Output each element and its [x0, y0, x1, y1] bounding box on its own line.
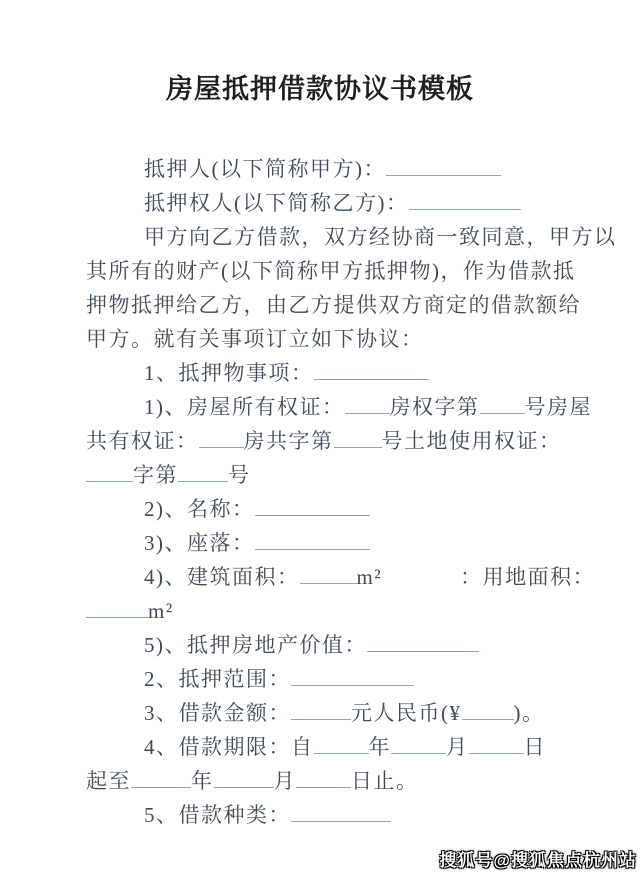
blank-line [199, 426, 244, 448]
doc-line [86, 560, 596, 594]
doc-text: 甲方。就有关事项订立如下协议： [86, 327, 424, 351]
doc-line [86, 798, 580, 832]
doc-text: 4)、建筑面积： [144, 565, 300, 589]
blank-line [314, 732, 369, 754]
doc-text: 字第 [133, 463, 178, 487]
blank-line [255, 528, 370, 550]
doc-text: 5、借款种类： [144, 803, 291, 827]
blank-line [214, 766, 274, 788]
blank-line [300, 562, 357, 584]
blank-line [462, 698, 514, 720]
doc-line [86, 322, 580, 356]
blank-line [131, 766, 191, 788]
doc-text: 2)、名称： [144, 497, 255, 521]
doc-line [86, 526, 580, 560]
doc-line [86, 220, 617, 254]
blank-line [334, 426, 382, 448]
doc-text: 起至 [86, 769, 131, 793]
doc-text: 3)、座落： [144, 531, 255, 555]
doc-line [86, 288, 580, 322]
doc-text: 5)、抵押房地产价值： [144, 633, 367, 657]
blank-line [386, 154, 501, 176]
blank-line [391, 732, 446, 754]
doc-text: 月 [446, 735, 469, 759]
blank-line [255, 494, 370, 516]
doc-text: 1、抵押物事项： [144, 361, 314, 385]
doc-text: 日 [523, 735, 546, 759]
doc-line [86, 186, 580, 220]
blank-line [345, 392, 390, 414]
doc-text: ：用地面积： [460, 565, 596, 589]
doc-line [86, 254, 580, 288]
doc-text: 2、抵押范围： [144, 667, 291, 691]
doc-text: 号房屋 [524, 395, 592, 419]
blank-line [314, 358, 429, 380]
doc-line [86, 458, 580, 492]
doc-line [86, 152, 580, 186]
doc-text: m² [356, 565, 383, 589]
doc-text: 3、借款金额： [144, 701, 291, 725]
doc-line [86, 628, 580, 662]
doc-text: 1)、房屋所有权证： [144, 395, 345, 419]
doc-text: 甲方向乙方借款，双方经协商一致同意，甲方以 [144, 225, 617, 249]
doc-text: 其所有的财产(以下简称甲方抵押物)，作为借款抵 [86, 259, 576, 283]
doc-text: 房权字第 [389, 395, 480, 419]
doc-line [86, 356, 580, 390]
doc-text: 元人民币(¥ [351, 701, 462, 725]
blank-line [291, 698, 351, 720]
blank-line [480, 392, 525, 414]
doc-text: 共有权证： [86, 429, 199, 453]
blank-line [296, 766, 351, 788]
document-body [0, 152, 640, 832]
blank-line [367, 630, 479, 652]
doc-gap [382, 563, 460, 584]
doc-line [86, 492, 580, 526]
doc-text: 年 [368, 735, 391, 759]
doc-text: 年 [191, 769, 214, 793]
doc-line [86, 424, 580, 458]
doc-line [86, 696, 580, 730]
doc-text: 号 [228, 463, 251, 487]
doc-text: 号土地使用权证： [381, 429, 562, 453]
doc-text: 月 [273, 769, 296, 793]
doc-line [86, 730, 580, 764]
blank-line [86, 460, 133, 482]
blank-line [409, 188, 521, 210]
blank-line [469, 732, 524, 754]
doc-line [86, 764, 580, 798]
doc-text: 日止。 [351, 769, 419, 793]
blank-line [178, 460, 228, 482]
doc-text: 押物抵押给乙方，由乙方提供双方商定的借款额给 [86, 293, 581, 317]
watermark-sohu: 搜狐号@搜狐焦点杭州站 [439, 851, 637, 870]
blank-line [291, 800, 391, 822]
doc-text: 抵押人(以下简称甲方)： [144, 157, 386, 181]
doc-text: )。 [513, 701, 545, 725]
doc-text: 4、借款期限：自 [144, 735, 314, 759]
doc-line [86, 594, 580, 628]
doc-line [86, 662, 580, 696]
doc-text: 抵押权人(以下简称乙方)： [144, 191, 409, 215]
doc-text: 房共字第 [243, 429, 334, 453]
doc-line [86, 390, 592, 424]
doc-text: m² [148, 599, 174, 623]
blank-line [291, 664, 414, 686]
blank-line [86, 596, 148, 618]
document-title: 房屋抵押借款协议书模板 [166, 74, 474, 104]
